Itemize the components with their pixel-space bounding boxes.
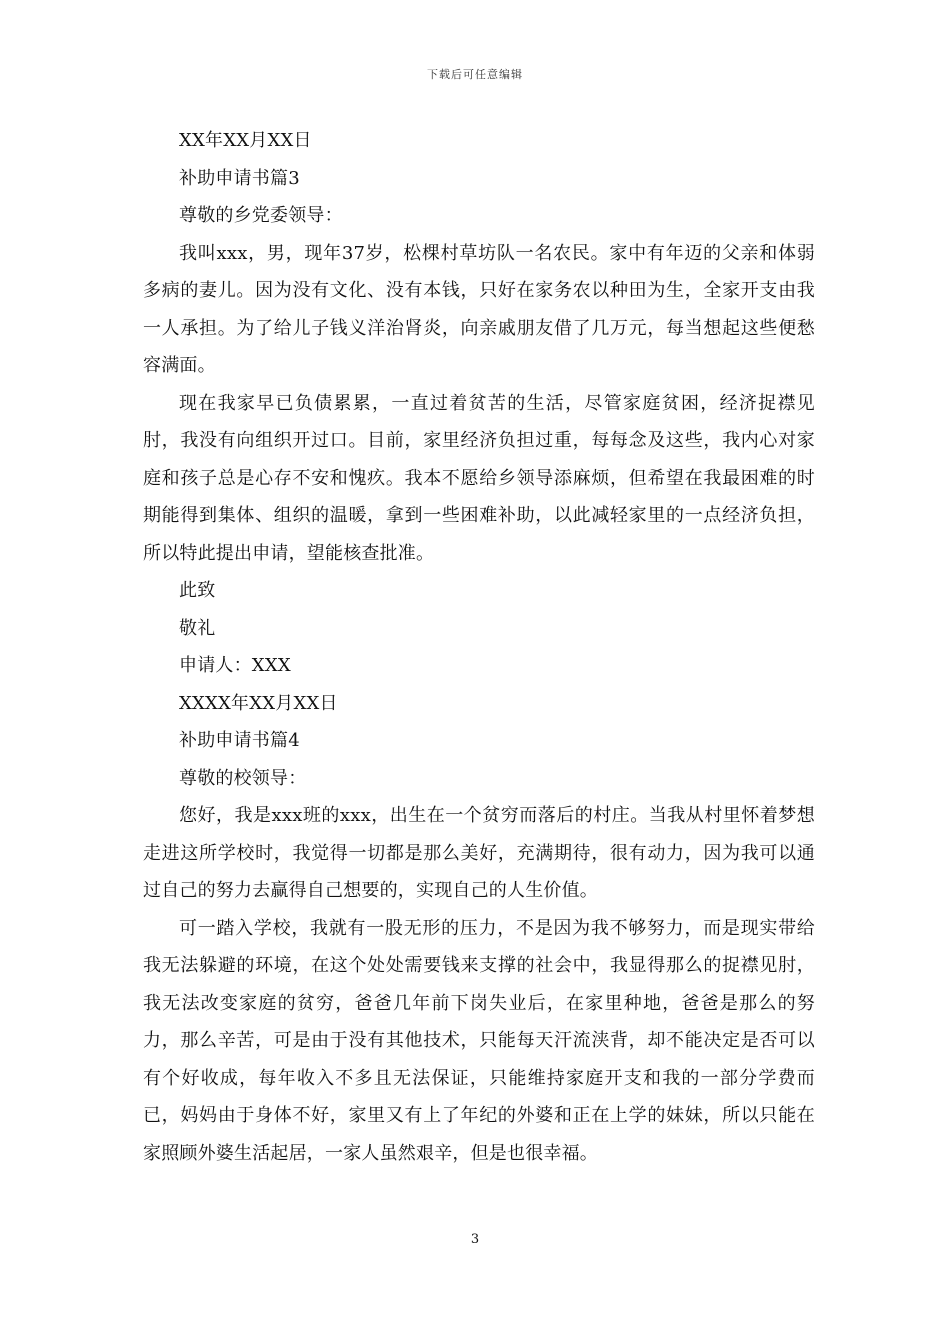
body-paragraph: 我叫xxx，男，现年37岁，松棵村草坊队一名农民。家中有年迈的父亲和体弱多病的妻儿。因为没有文化、没有本钱，只好在家务农以种田为生，全家开支由我一人承担。为了给儿子钱义洋治肾炎，向亲戚朋友借了几万元，每当想起这些便愁容满面。: [143, 242, 815, 376]
body-paragraph: 您好，我是xxx班的xxx，出生在一个贫穷而落后的村庄。当我从村里怀着梦想走进这所学校时，我觉得一切都是那么美好，充满期待，很有动力，因为我可以通过自己的努力去赢得自己想要的，实现自己的人生价值。: [143, 805, 815, 901]
salutation: 尊敬的乡党委领导：: [179, 205, 343, 226]
applicant-line: 申请人：XXX: [179, 655, 291, 676]
date-line: XXXX年XX月XX日: [179, 692, 338, 714]
closing-line: 此致: [179, 580, 216, 601]
body-paragraph: 可一踏入学校，我就有一股无形的压力，不是因为我不够努力，而是现实带给我无法躲避的环境，在这个处处需要钱来支撑的社会中，我显得那么的捉襟见肘，我无法改变家庭的贫穷，爸爸几年前下岗失业后，在家里种地，爸爸是那么的努力，那么辛苦，可是由于没有其他技术，只能每天汗流浃背，却不能决定是否可以有个好收成，每年收入不多且无法保证，只能维持家庭开支和我的一部分学费而已，妈妈由于身体不好，家里又有上了年纪的外婆和正在上学的妹妹，所以只能在家照顾外婆生活起居，一家人虽然艰辛，但是也很幸福。: [143, 917, 815, 1164]
closing-regards: 敬礼: [179, 617, 216, 639]
section-title-3: 补助申请书篇3: [179, 167, 300, 189]
document-body: [143, 122, 815, 1172]
date-line: XX年XX月XX日: [179, 130, 312, 151]
page-header: 下载后可任意编辑: [427, 68, 523, 81]
section-title-4: 补助申请书篇4: [179, 730, 300, 751]
page-number: 3: [470, 1232, 480, 1247]
body-paragraph: 现在我家早已负债累累，一直过着贫苦的生活，尽管家庭贫困，经济捉襟见肘，我没有向组织开过口。目前，家里经济负担过重，每每念及这些，我内心对家庭和孩子总是心存不安和愧疚。我本不愿给乡领导添麻烦，但希望在我最困难的时期能得到集体、组织的温暖，拿到一些困难补助，以此减轻家里的一点经济负担，所以特此提出申请，望能核查批准。: [143, 392, 815, 564]
salutation: 尊敬的校领导：: [179, 767, 307, 789]
